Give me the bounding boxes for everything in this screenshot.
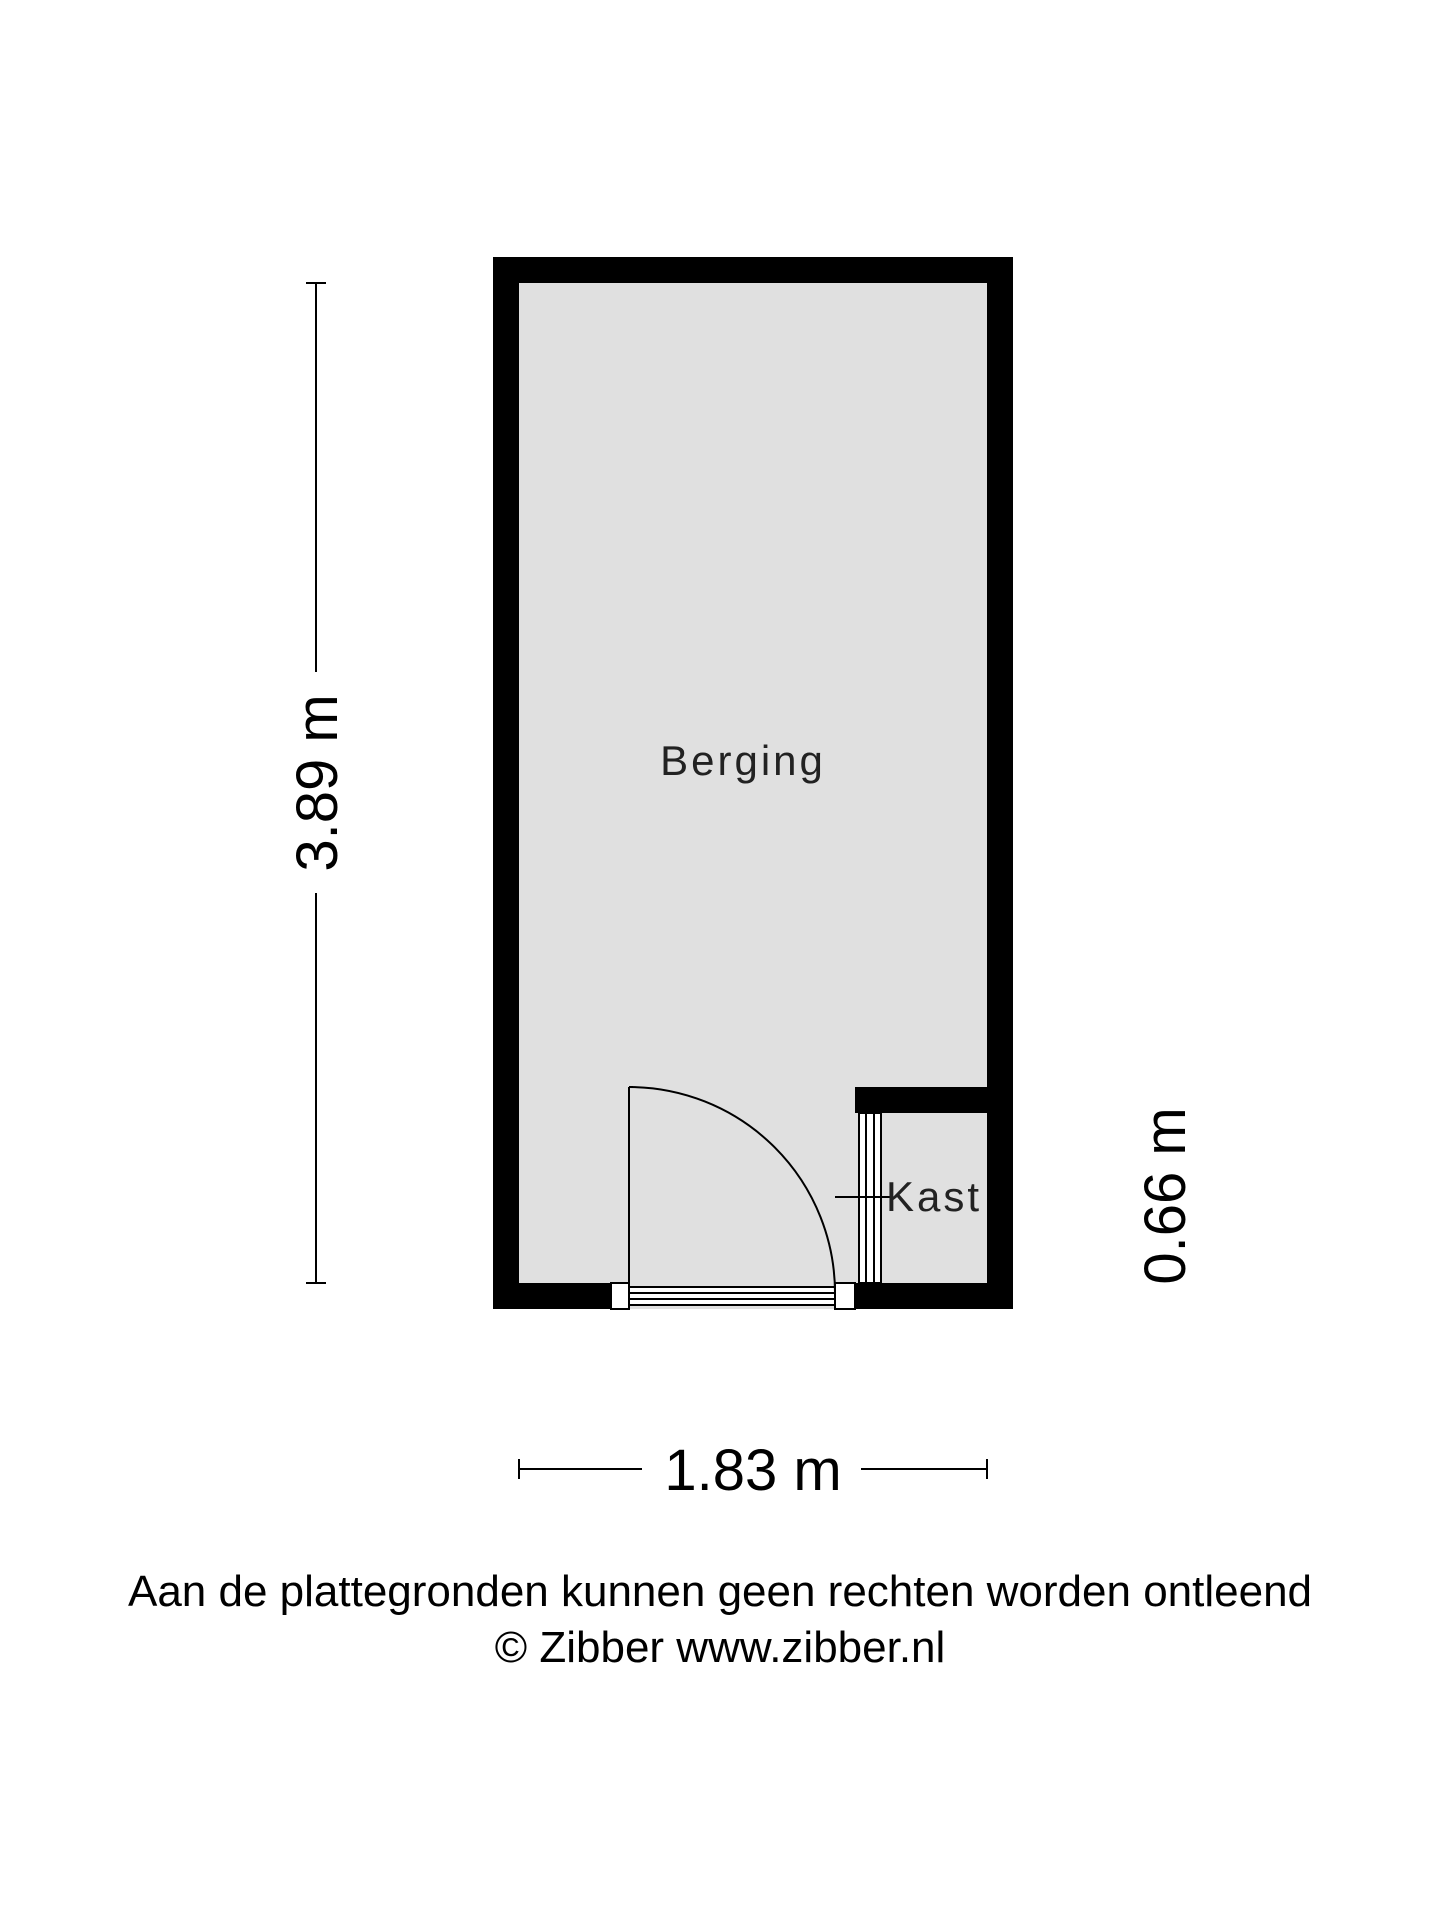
room-label-berging: Berging xyxy=(660,737,826,784)
copyright-text: © Zibber www.zibber.nl xyxy=(494,1623,946,1672)
wall-bottom-left xyxy=(493,1283,611,1309)
dimension-closet-label: 0.66 m xyxy=(1133,1107,1198,1285)
wall-left xyxy=(493,257,519,1309)
dimension-height-label: 3.89 m xyxy=(285,694,350,872)
disclaimer-text: Aan de plattegronden kunnen geen rechten worden ontleend xyxy=(127,1567,1313,1616)
wall-bottom-right xyxy=(855,1283,1013,1309)
wall-closet-post xyxy=(855,1087,881,1097)
dimension-width-label: 1.83 m xyxy=(664,1438,842,1503)
wall-top xyxy=(493,257,1013,283)
wall-right xyxy=(987,257,1013,1309)
room-label-kast: Kast xyxy=(886,1173,983,1220)
door-threshold xyxy=(611,1283,855,1309)
